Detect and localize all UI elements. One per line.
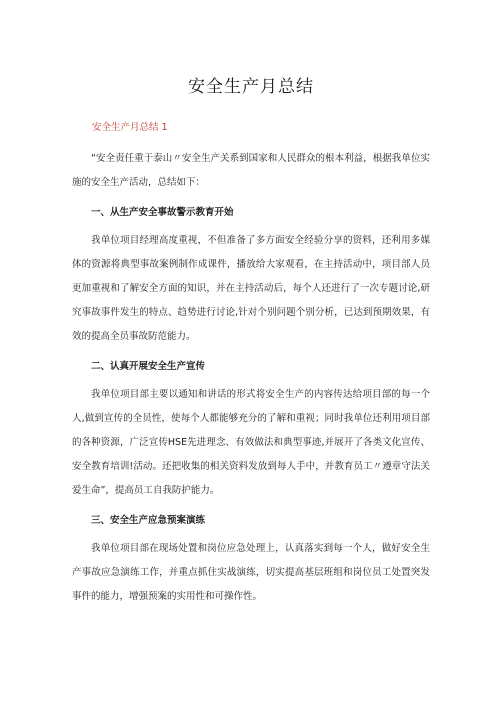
section-body-2: 我单位项目部主要以通知和讲话的形式将安全生产的内容传达给项目部的每一个人,做到宣传的全员性，使每个人都能够充分的了解和重视；同时我单位还利用项目部的各种资源，广泛宣传HSE先进理念、有效做法和典型事迹,并展开了各类文化宣传、安全教育培训!活动。还把收集的相关资料发放到每人手中，并教育员工〃遵章守法关爱生命”，提高员工自我防护能力。 [72,389,430,496]
section-heading-2: 二、认真开展安全生产宣传 [91,361,206,372]
section-heading-1: 一、从生产安全事故警示教育开始 [91,207,234,218]
section-heading-3: 三、安全生产应急预案演练 [91,515,206,526]
document-subtitle: 安全生产月总结 1 [92,122,168,133]
intro-paragraph: “安全责任重于泰山〃安全生产关系到国家和人民群众的根本利益，根据我单位实施的安全生产活动，总结如下： [72,153,430,188]
section-body-1: 我单位项目经理高度重视，不但准备了多方面安全经验分享的资料，还利用多媒体的资源将典型事故案例制作成课件，播放给大家观看，在主持活动中，项目部人员更加重视和了解安全方面的知识，并在主持活动后，每个人还进行了一次专题讨论,研究事故事件发生的特点、趋势进行讨论,针对个别问题个别分析，已达到预期效果，有效的提高全员事故防范能力。 [72,235,430,342]
section-body-3: 我单位项目部在现场处置和岗位应急处理上，认真落实到每一个人，做好安全生产事故应急演练工作，并重点抓住实战演练，切实提高基层班组和岗位员工处置突发事件的能力，增强预案的实用性和可操作性。 [72,543,430,602]
document-title: 安全生产月总结 [188,77,314,97]
